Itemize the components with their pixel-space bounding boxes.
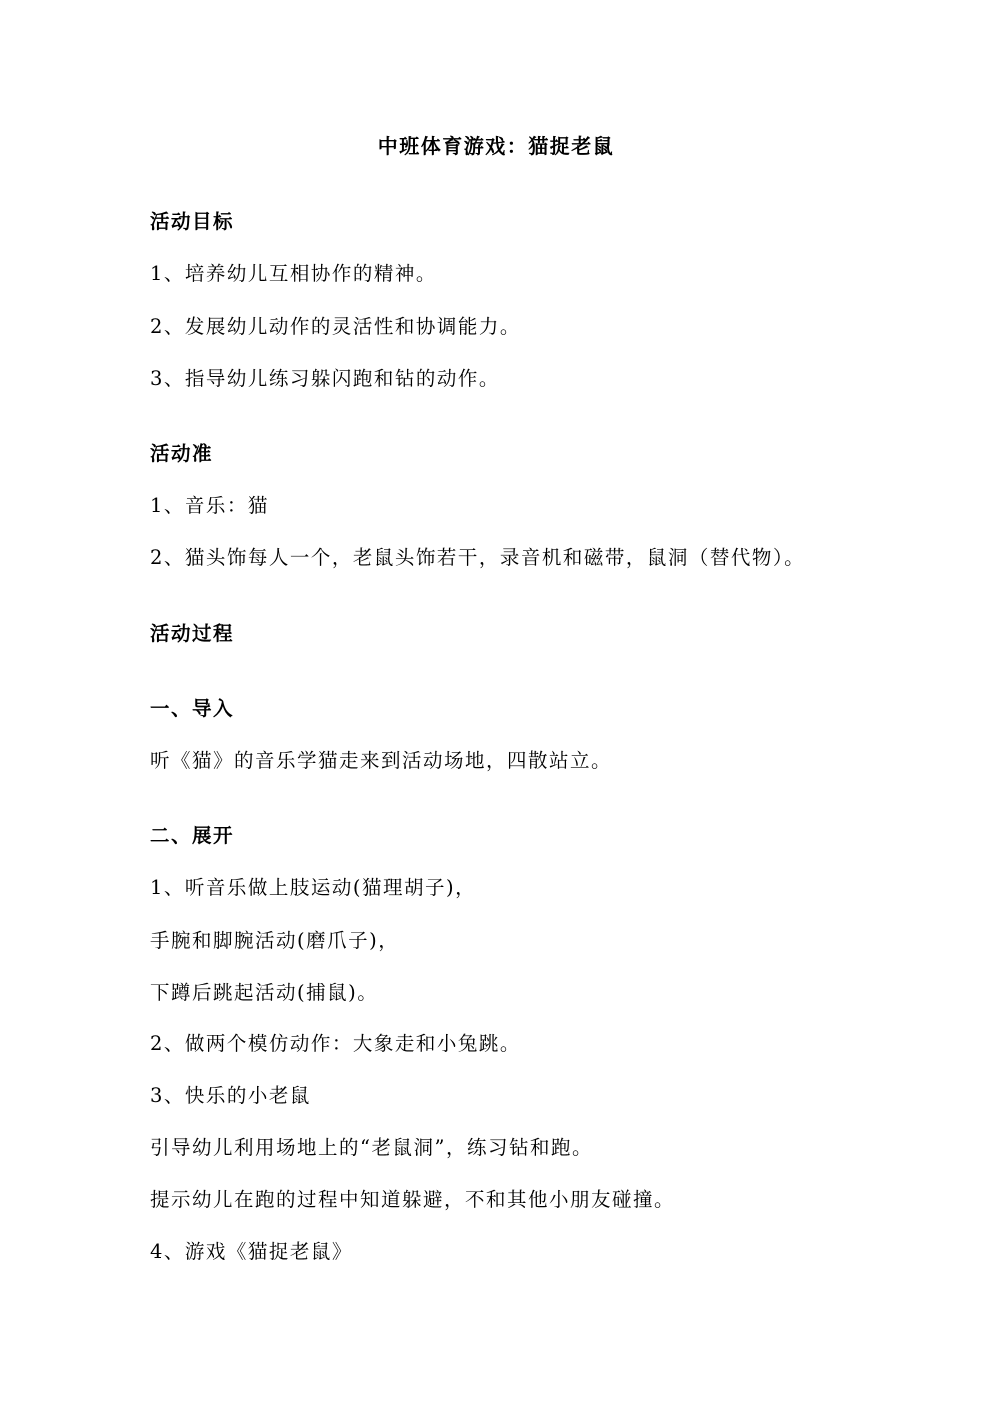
develop-line: 引导幼儿利用场地上的“老鼠洞”，练习钻和跑。 [150,1136,593,1159]
develop-line: 3、快乐的小老鼠 [150,1084,311,1107]
develop-line: 4、游戏《猫捉老鼠》 [150,1240,353,1263]
develop-heading: 二、展开 [150,824,235,847]
goals-heading: 活动目标 [150,210,235,233]
goal-item: 3、指导幼儿练习躲闪跑和钻的动作。 [150,367,500,390]
develop-line: 1、听音乐做上肢运动(猫理胡子)， [150,876,477,899]
develop-line: 提示幼儿在跑的过程中知道躲避，不和其他小朋友碰撞。 [150,1188,676,1211]
intro-text: 听《猫》的音乐学猫走来到活动场地，四散站立。 [150,749,613,772]
preparation-heading: 活动准 [150,442,214,465]
develop-line: 下蹲后跳起活动(捕鼠)。 [150,981,379,1004]
preparation-item: 1、音乐：猫 [150,494,269,517]
develop-line: 手腕和脚腕活动(磨爪子)， [150,929,400,952]
goal-item: 2、发展幼儿动作的灵活性和协调能力。 [150,315,521,338]
intro-heading: 一、导入 [150,697,235,720]
process-heading: 活动过程 [150,622,235,645]
document-title: 中班体育游戏：猫捉老鼠 [377,134,615,158]
goal-item: 1、培养幼儿互相协作的精神。 [150,262,437,285]
develop-line: 2、做两个模仿动作：大象走和小兔跳。 [150,1032,521,1055]
preparation-item: 2、猫头饰每人一个，老鼠头饰若干，录音机和磁带，鼠洞（替代物）。 [150,546,806,569]
